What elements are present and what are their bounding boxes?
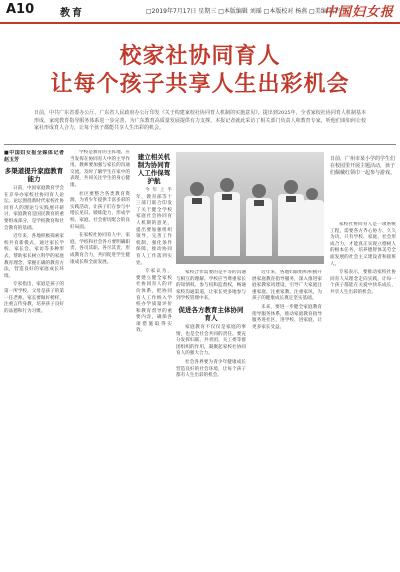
- paragraph: 未来，要进一步健全家庭教育指导服务体系，推动家庭教育指导服务进社区、进学校、进家庭，让更多家长受益。: [252, 304, 322, 330]
- paragraph: 近年来，各地积极探索家校共育新模式，通过家长学校、家长会、家访等多种形式，帮助家长树立科学的家庭教育理念，掌握正确的教育方法，营造良好的家庭成长环境。: [4, 234, 64, 279]
- masthead-logo: 中国妇女报: [323, 5, 394, 20]
- subhead: 促进各方教育主体协同育人: [178, 305, 244, 322]
- section-title: 教育: [60, 8, 84, 19]
- paragraph: 专家认为，要建立健全家校社协同育人的评价体系，把协同育人工作纳入学校办学质量评价和教育督导的重要内容，确保各项措施取得实效。: [136, 269, 172, 334]
- article-column-3: [136, 150, 172, 568]
- paragraph: 家校合作需要的是平等的沟通与相互的理解。学校应当尊重家长的知情权、参与权和监督权，畅通家校沟通渠道，让家长更多地参与到学校管理中来。: [176, 270, 246, 302]
- paragraph: 家庭教育不仅仅是家庭的事情，也是全社会共同的责任。要充分发挥妇联、共青团、关工委等群团组织的作用，凝聚起家校社协同育人的强大合力。: [176, 324, 246, 357]
- paragraph: 社会各界要为青少年健康成长营造良好的社会环境，让每个孩子都有人生出彩的机会。: [176, 359, 246, 379]
- subhead: 建立相关机制为协同育人工作保驾护航: [137, 153, 171, 185]
- page-header: [0, 0, 400, 24]
- subhead: 多渠道提升家庭教育能力: [4, 167, 64, 183]
- paragraph: 在家校社协同育人中，家庭、学校和社会各方要明确职责，各司其职、各尽其责，形成教育合力，共同促进学生健康成长和全面发展。: [70, 233, 130, 265]
- dateline: □2019年7月17日 星期三 □本版编辑 刘瑶 □本版校对 杨燕 □美编 蒋兴宇: [146, 8, 347, 15]
- news-photo: [176, 152, 324, 264]
- article-column-2: [70, 150, 130, 568]
- paragraph: 近年来，各地妇联组织积极开展家庭教育指导服务，深入推进家庭家教家风建设，引导广大家庭注重家庭、注重家教、注重家风，为孩子的健康成长奠定坚实基础。: [252, 270, 322, 302]
- article-column-5: [252, 270, 322, 568]
- article-column-6: [330, 222, 396, 568]
- article-column-4: [176, 270, 246, 568]
- paragraph: 今年上半年，教育部等十三部门联合印发了关于健全学校家庭社会协同育人机制的意见，提出要加强组织领导，完善工作机制，强化条件保障，推动协同育人工作落到实处。: [136, 188, 172, 266]
- paragraph: 日前，中国家庭教育学会在京举办家校社协同育人论坛。论坛围绕新时代家校社协同育人的理论与实践展开研讨，家庭教育是国民教育的重要组成部分，是学校教育和社会教育的基础。: [4, 186, 64, 231]
- byline: ■中国妇女报全媒体记者 赵玉芳: [4, 150, 64, 163]
- lead-paragraph: 日前，中共广东省委办公厅、广东省人民政府办公厅印发《关于构建家校社协同育人机制的实施意见》，提出到2025年，全省家校社协同育人机制基本形成，家庭教育指导服务体系进一步完善，为广东教育高质量发展提供有力支撑。本报记者就此采访了相关部门负责人和教育专家，听他们谈如何让校家社形成育人合力，让每个孩子都能共享人生出彩的机会。: [34, 110, 366, 131]
- paragraph: 家校社协同育人是一项系统工程，需要各方齐心协力、久久为功。只有学校、家庭、社会形成合力，才能真正实现立德树人的根本任务，培养德智体美劳全面发展的社会主义建设者和接班人。: [330, 222, 396, 267]
- photo-caption: 日前，广州市某小学的学生们在校园里开展主题活动，孩子们佩戴红领巾一起参与游戏。: [330, 156, 396, 176]
- paragraph: 专家指出，家庭是孩子的第一所学校，父母是孩子的第一任老师。家长要做好榜样，注重言传身教，培养孩子良好的品德和行为习惯。: [4, 282, 64, 314]
- headline-line-1: 校家社协同育人: [119, 43, 281, 69]
- headline-line-2: 让每个孩子共享人生出彩机会: [50, 71, 350, 97]
- paragraph: 社区要整合各类教育资源，为青少年提供丰富多彩的实践活动，让孩子们在参与中增长见识、锻炼能力，形成学校、家庭、社会密切配合的良好局面。: [70, 191, 130, 230]
- paragraph: 专家表示，要推动家校社协同育人从理念走向实践，让每一个孩子都能在关爱中快乐成长，共享人生出彩的机会。: [330, 270, 396, 295]
- paragraph: 学校是教育的主阵地，应当发挥在协同育人中的主导作用。教师要加强与家长的沟通交流，及时了解学生在家中的表现，共同关注学生的身心健康。: [70, 150, 130, 188]
- divider: [4, 144, 396, 145]
- page-number: A10: [6, 2, 35, 17]
- article-column-1: [4, 150, 64, 568]
